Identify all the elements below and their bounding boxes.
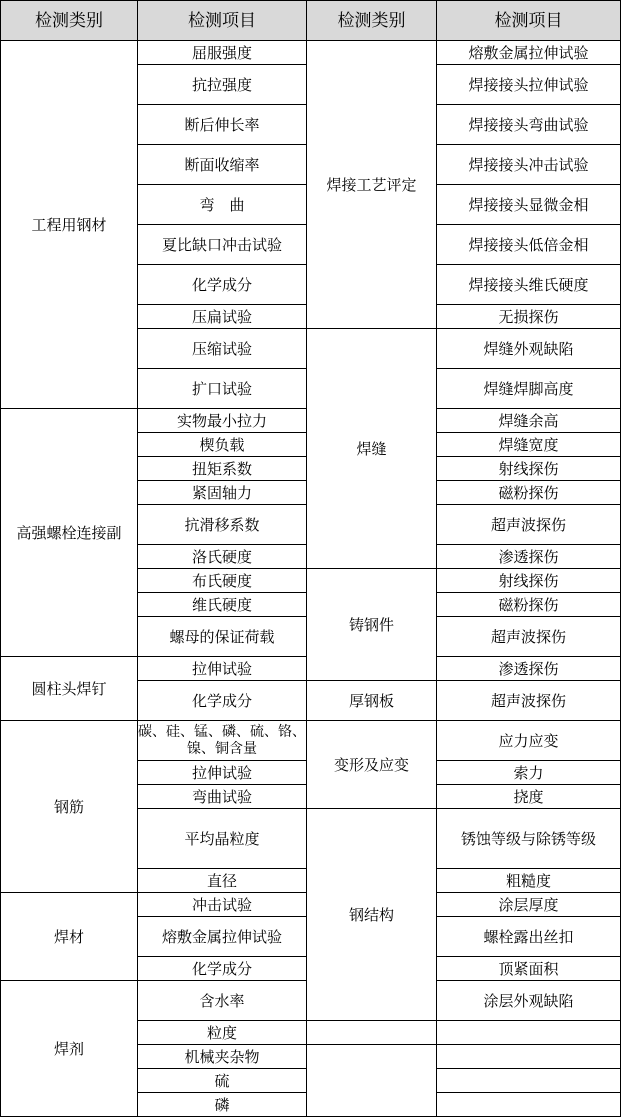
item-cell: 焊接接头显微金相 xyxy=(436,184,621,225)
item-cell xyxy=(436,1044,621,1069)
item-cell: 磷 xyxy=(137,1092,307,1117)
item-cell: 夏比缺口冲击试验 xyxy=(137,224,307,265)
item-cell: 渗透探伤 xyxy=(436,544,621,569)
item-cell: 布氏硬度 xyxy=(137,568,307,593)
item-cell: 洛氏硬度 xyxy=(137,544,307,569)
item-cell: 焊接接头低倍金相 xyxy=(436,224,621,265)
item-cell: 索力 xyxy=(436,760,621,785)
item-cell: 断后伸长率 xyxy=(137,104,307,145)
item-cell: 楔负载 xyxy=(137,432,307,457)
item-cell xyxy=(436,1092,621,1117)
item-cell: 渗透探伤 xyxy=(436,656,621,681)
item-cell: 粒度 xyxy=(137,1020,307,1045)
category-cell xyxy=(306,1020,437,1045)
item-cell: 机械夹杂物 xyxy=(137,1044,307,1069)
category-cell: 铸钢件 xyxy=(306,568,437,681)
item-cell: 超声波探伤 xyxy=(436,504,621,545)
item-cell: 焊缝焊脚高度 xyxy=(436,368,621,409)
item-cell: 涂层厚度 xyxy=(436,892,621,917)
item-cell: 扭矩系数 xyxy=(137,456,307,481)
item-cell: 应力应变 xyxy=(436,720,621,761)
item-cell: 平均晶粒度 xyxy=(137,808,307,869)
item-cell: 超声波探伤 xyxy=(436,680,621,721)
item-cell: 拉伸试验 xyxy=(137,656,307,681)
item-cell: 焊接接头维氏硬度 xyxy=(436,264,621,305)
item-cell: 粗糙度 xyxy=(436,868,621,893)
item-cell: 含水率 xyxy=(137,980,307,1021)
item-cell: 扩口试验 xyxy=(137,368,307,409)
item-cell: 化学成分 xyxy=(137,264,307,305)
header-cell: 检测类别 xyxy=(306,0,437,41)
header-cell: 检测项目 xyxy=(137,0,307,41)
item-cell: 磁粉探伤 xyxy=(436,480,621,505)
category-cell: 工程用钢材 xyxy=(0,40,138,409)
category-cell: 钢筋 xyxy=(0,720,138,893)
item-cell: 锈蚀等级与除锈等级 xyxy=(436,808,621,869)
item-cell: 熔敷金属拉伸试验 xyxy=(436,40,621,65)
item-cell: 压缩试验 xyxy=(137,328,307,369)
category-cell: 焊材 xyxy=(0,892,138,981)
item-cell: 碳、硅、锰、磷、硫、铬、镍、铜含量 xyxy=(137,720,307,761)
item-cell: 冲击试验 xyxy=(137,892,307,917)
header-cell: 检测类别 xyxy=(0,0,138,41)
item-cell: 断面收缩率 xyxy=(137,144,307,185)
item-cell: 焊缝外观缺陷 xyxy=(436,328,621,369)
item-cell: 挠度 xyxy=(436,784,621,809)
item-cell: 焊接接头冲击试验 xyxy=(436,144,621,185)
header-cell: 检测项目 xyxy=(436,0,621,41)
category-cell: 焊剂 xyxy=(0,980,138,1117)
item-cell: 射线探伤 xyxy=(436,456,621,481)
item-cell: 抗拉强度 xyxy=(137,64,307,105)
category-cell: 钢结构 xyxy=(306,808,437,1021)
item-cell: 涂层外观缺陷 xyxy=(436,980,621,1021)
item-cell: 硫 xyxy=(137,1068,307,1093)
item-cell: 紧固轴力 xyxy=(137,480,307,505)
item-cell: 顶紧面积 xyxy=(436,956,621,981)
category-cell: 变形及应变 xyxy=(306,720,437,809)
item-cell: 焊接接头拉伸试验 xyxy=(436,64,621,105)
item-cell: 磁粉探伤 xyxy=(436,592,621,617)
item-cell: 化学成分 xyxy=(137,956,307,981)
item-cell: 超声波探伤 xyxy=(436,616,621,657)
item-cell: 直径 xyxy=(137,868,307,893)
item-cell: 拉伸试验 xyxy=(137,760,307,785)
item-cell xyxy=(436,1020,621,1045)
item-cell: 屈服强度 xyxy=(137,40,307,65)
item-cell: 维氏硬度 xyxy=(137,592,307,617)
item-cell: 焊接接头弯曲试验 xyxy=(436,104,621,145)
item-cell: 焊缝余高 xyxy=(436,408,621,433)
category-cell: 焊接工艺评定 xyxy=(306,40,437,329)
item-cell xyxy=(436,1068,621,1093)
category-cell: 高强螺栓连接副 xyxy=(0,408,138,657)
category-cell: 圆柱头焊钉 xyxy=(0,656,138,721)
item-cell: 弯曲试验 xyxy=(137,784,307,809)
item-cell: 抗滑移系数 xyxy=(137,504,307,545)
item-cell: 弯 曲 xyxy=(137,184,307,225)
item-cell: 无损探伤 xyxy=(436,304,621,329)
item-cell: 焊缝宽度 xyxy=(436,432,621,457)
item-cell: 螺栓露出丝扣 xyxy=(436,916,621,957)
item-cell: 射线探伤 xyxy=(436,568,621,593)
item-cell: 化学成分 xyxy=(137,680,307,721)
item-cell: 压扁试验 xyxy=(137,304,307,329)
item-cell: 熔敷金属拉伸试验 xyxy=(137,916,307,957)
category-cell: 焊缝 xyxy=(306,328,437,569)
item-cell: 螺母的保证荷载 xyxy=(137,616,307,657)
item-cell: 实物最小拉力 xyxy=(137,408,307,433)
category-cell: 厚钢板 xyxy=(306,680,437,721)
category-cell xyxy=(306,1044,437,1117)
